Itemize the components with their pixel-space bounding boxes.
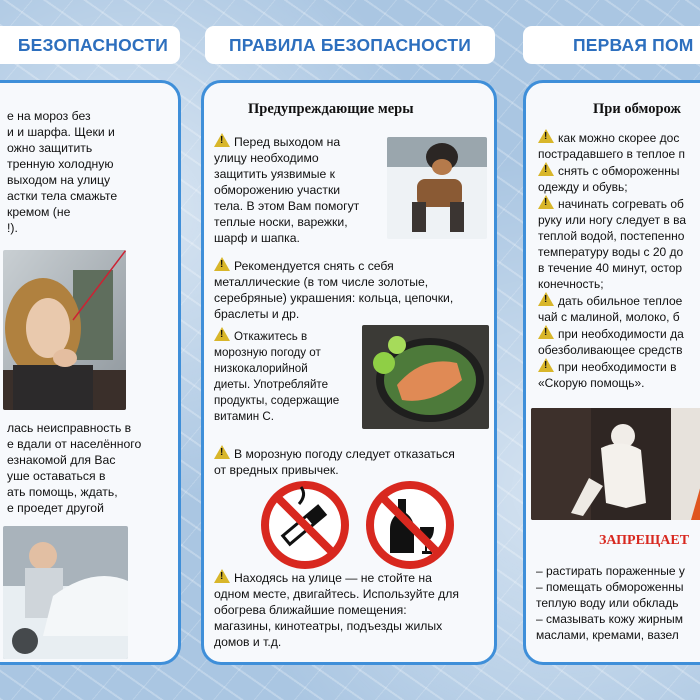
no-alcohol-icon — [364, 479, 456, 571]
text-line: выходом на улицу — [7, 173, 111, 187]
first-aid-title: При обморож — [593, 101, 681, 117]
first-aid-line — [538, 309, 686, 325]
text-line: браслеты и др. — [214, 307, 300, 321]
text-line: серебряные) украшения: кольца, цепочки, — [214, 291, 454, 305]
forbidden-item: теплую воду или обкладь — [536, 596, 679, 610]
precaution-item-5 — [214, 569, 459, 650]
warning-icon — [538, 162, 554, 176]
text-line: от вредных привычек. — [214, 463, 339, 477]
text-line: кремом (не — [7, 205, 71, 219]
text-line: диеты. Употребляйте — [214, 378, 329, 391]
left-bottom-text — [7, 420, 141, 516]
text-line: чай с малиной, молоко, б — [538, 310, 680, 324]
forbidden-list — [536, 563, 685, 643]
text-line: е проедет другой — [7, 501, 104, 515]
precautions-title: Предупреждающие меры — [248, 101, 414, 117]
first-aid-line — [538, 146, 686, 162]
text-line: обезболивающее средств — [538, 343, 683, 357]
warning-icon — [214, 569, 230, 583]
warning-icon — [538, 129, 554, 143]
text-line: обогрева ближайшие помещения: — [214, 603, 407, 617]
salmon-dish-photo — [362, 325, 489, 429]
text-line: магазины, кинотеатры, подъезды жилых — [214, 619, 443, 633]
first-aid-line — [538, 195, 686, 212]
header-middle-text: ПРАВИЛА БЕЗОПАСНОСТИ — [228, 34, 472, 55]
left-panel — [0, 80, 181, 665]
warning-icon — [214, 327, 230, 341]
text-line: защитить уязвимые к — [214, 167, 335, 181]
text-line: пострадавшего в теплое п — [538, 147, 686, 161]
text-line: е на мороз без — [7, 109, 91, 123]
text-line: продукты, содержащие — [214, 394, 340, 407]
text-line: обморожению участки — [214, 183, 341, 197]
text-line: теплые носки, варежки, — [214, 215, 348, 229]
text-line: езнакомой для Вас — [7, 453, 116, 467]
no-smoking-icon — [259, 479, 351, 571]
text-line: морозную погоду от — [214, 346, 321, 359]
text-line: уше оставаться в — [7, 469, 106, 483]
first-aid-line — [538, 358, 686, 375]
text-line: домов и т.д. — [214, 635, 282, 649]
text-line: снять с обмороженны — [558, 164, 680, 178]
text-line: низкокалорийной — [214, 362, 308, 375]
first-aid-line — [538, 244, 686, 260]
precaution-item-2 — [214, 257, 453, 322]
first-aid-line — [538, 292, 686, 309]
first-aid-line — [538, 228, 686, 244]
first-aid-line — [538, 375, 686, 391]
text-line: конечность; — [538, 277, 604, 291]
text-line: металлические (в том числе золотые, — [214, 275, 429, 289]
text-line: Перед выходом на — [234, 135, 341, 149]
forbidden-item: маслами, кремами, вазел — [536, 628, 679, 642]
right-panel — [523, 80, 700, 665]
header-right-text: ПЕРВАЯ ПОМ — [573, 34, 694, 55]
text-line: шарф и шапка. — [214, 231, 300, 245]
warning-icon — [538, 325, 554, 339]
forbidden-item: – помещать обмороженны — [536, 580, 684, 594]
header-left-text: БЕЗОПАСНОСТИ — [17, 34, 168, 55]
forbidden-item: – растирать пораженные у — [536, 564, 685, 578]
text-line: витамин С. — [214, 410, 274, 423]
text-line: улицу необходимо — [214, 151, 319, 165]
text-line: начинать согревать об — [558, 197, 684, 211]
warning-icon — [214, 133, 230, 147]
text-line: «Скорую помощь». — [538, 376, 645, 390]
text-line: при необходимости в — [558, 360, 677, 374]
precaution-item-4 — [214, 445, 455, 478]
text-line: руку или ногу следует в ва — [538, 213, 687, 227]
text-line: одном месте, двигайтесь. Используйте для — [214, 587, 459, 601]
text-line: дать обильное теплое — [558, 294, 683, 308]
text-line: Рекомендуется снять с себя — [234, 259, 394, 273]
warning-icon — [214, 445, 230, 459]
text-line: как можно скорее дос — [558, 131, 680, 145]
precaution-item-3 — [214, 327, 339, 425]
text-line: одежду и обувь; — [538, 180, 628, 194]
text-line: Находясь на улице — не стойте на — [234, 571, 432, 585]
header-right — [523, 26, 700, 64]
text-line: Откажитесь в — [234, 330, 308, 343]
dog-in-winter-clothes-photo — [387, 137, 487, 239]
forbidden-item: – смазывать кожу жирным — [536, 612, 683, 626]
first-aid-line — [538, 325, 686, 342]
warning-icon — [214, 257, 230, 271]
text-line: температуру воды с 20 до — [538, 245, 684, 259]
text-line: В морозную погоду следует отказаться — [234, 447, 455, 461]
text-line: тела. В этом Вам помогут — [214, 199, 360, 213]
precaution-item-1 — [214, 133, 359, 246]
first-aid-line — [538, 276, 686, 292]
first-aid-line — [538, 129, 686, 146]
text-line: лась неисправность в — [7, 421, 132, 435]
first-aid-line — [538, 212, 686, 228]
forbidden-title: ЗАПРЕЩАЕТ — [599, 533, 690, 548]
text-line: при необходимости да — [558, 327, 684, 341]
header-left — [0, 26, 180, 64]
text-line: в течение 40 минут, остор — [538, 261, 683, 275]
frozen-person-photo — [531, 408, 700, 520]
text-line: тренную холодную — [7, 157, 114, 171]
first-aid-line — [538, 162, 686, 179]
warning-icon — [538, 358, 554, 372]
left-top-text — [7, 108, 117, 236]
cold-woman-photo — [3, 250, 126, 410]
text-line: и и шарфа. Щеки и — [7, 125, 115, 139]
header-middle — [205, 26, 495, 64]
text-line: ожно защитить — [7, 141, 93, 155]
snowy-car-photo — [3, 526, 128, 659]
text-line: ать помощь, ждать, — [7, 485, 118, 499]
first-aid-line — [538, 260, 686, 276]
warning-icon — [538, 195, 554, 209]
first-aid-line — [538, 342, 686, 358]
text-line: астки тела смажьте — [7, 189, 118, 203]
text-line: !). — [7, 221, 18, 235]
first-aid-list — [538, 129, 686, 391]
text-line: е вдали от населённого — [7, 437, 142, 451]
warning-icon — [538, 292, 554, 306]
text-line: теплой водой, постепенно — [538, 229, 685, 243]
first-aid-line — [538, 179, 686, 195]
middle-panel — [201, 80, 497, 665]
